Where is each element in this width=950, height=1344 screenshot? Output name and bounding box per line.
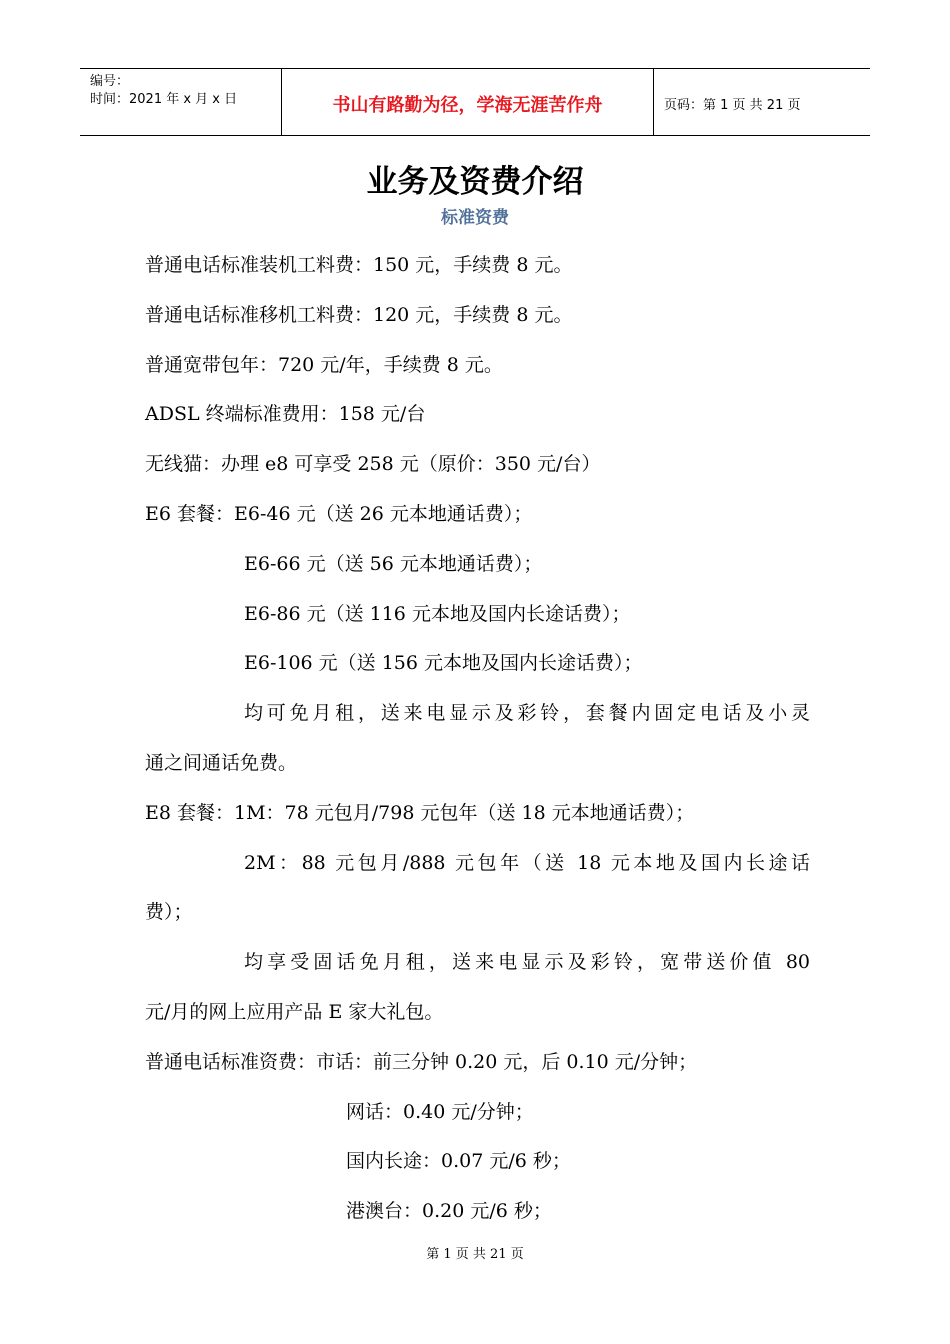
time-label: 时间：2021 年 x 月 x 日 xyxy=(90,92,238,107)
body-line: E6-66 元（送 56 元本地通话费）； xyxy=(244,552,543,575)
body-line: E6-106 元（送 156 元本地及国内长途话费）； xyxy=(244,652,643,675)
document-subtitle: 标准资费 xyxy=(441,208,509,228)
body-line: 无线猫：办理 e8 可享受 258 元（原价：350 元/台） xyxy=(145,453,601,476)
header-page-cell xyxy=(654,69,870,135)
body-line: E8 套餐：1M：78 元包月/798 元包年（送 18 元本地通话费）； xyxy=(145,801,695,824)
body-line: 国内长途：0.07 元/6 秒； xyxy=(346,1150,571,1173)
page-info: 页码：第 1 页 共 21 页 xyxy=(664,98,801,113)
document-title: 业务及资费介绍 xyxy=(366,164,584,200)
header-table xyxy=(80,68,870,136)
body-line: 普通电话标准装机工料费：150 元，手续费 8 元。 xyxy=(145,254,573,276)
body-line: 港澳台：0.20 元/6 秒； xyxy=(346,1200,552,1223)
body-line: 网话：0.40 元/分钟； xyxy=(346,1100,534,1123)
body-line: 普通宽带包年：720 元/年，手续费 8 元。 xyxy=(145,353,503,376)
body-line: 均享受固话免月租，送来电显示及彩铃，宽带送价值 80 xyxy=(244,951,810,974)
body-line: 普通电话标准移机工料费：120 元，手续费 8 元。 xyxy=(145,303,573,326)
number-label: 编号： xyxy=(90,74,130,89)
page-footer: 第 1 页 共 21 页 xyxy=(426,1247,524,1262)
body-line: 普通电话标准资费：市话：前三分钟 0.20 元，后 0.10 元/分钟； xyxy=(145,1050,698,1073)
motto-text: 书山有路勤为径，学海无涯苦作舟 xyxy=(332,95,603,116)
body-line: 元/月的网上应用产品 E 家大礼包。 xyxy=(145,1000,444,1023)
header-motto-cell xyxy=(282,69,654,135)
body-line: 通之间通话免费。 xyxy=(145,751,298,774)
document-body xyxy=(145,241,810,1237)
body-line: E6-86 元（送 116 元本地及国内长途话费）； xyxy=(244,602,631,625)
body-line: ADSL 终端标准费用：158 元/台 xyxy=(145,403,426,426)
body-line: 2M：88 元包月/888 元包年（送 18 元本地及国内长途话 xyxy=(244,851,810,874)
body-line: E6 套餐：E6-46 元（送 26 元本地通话费）； xyxy=(145,502,533,525)
header-meta-cell xyxy=(80,69,282,135)
body-line: 费）； xyxy=(145,901,193,924)
body-line: 均可免月租，送来电显示及彩铃，套餐内固定电话及小灵 xyxy=(244,702,810,725)
